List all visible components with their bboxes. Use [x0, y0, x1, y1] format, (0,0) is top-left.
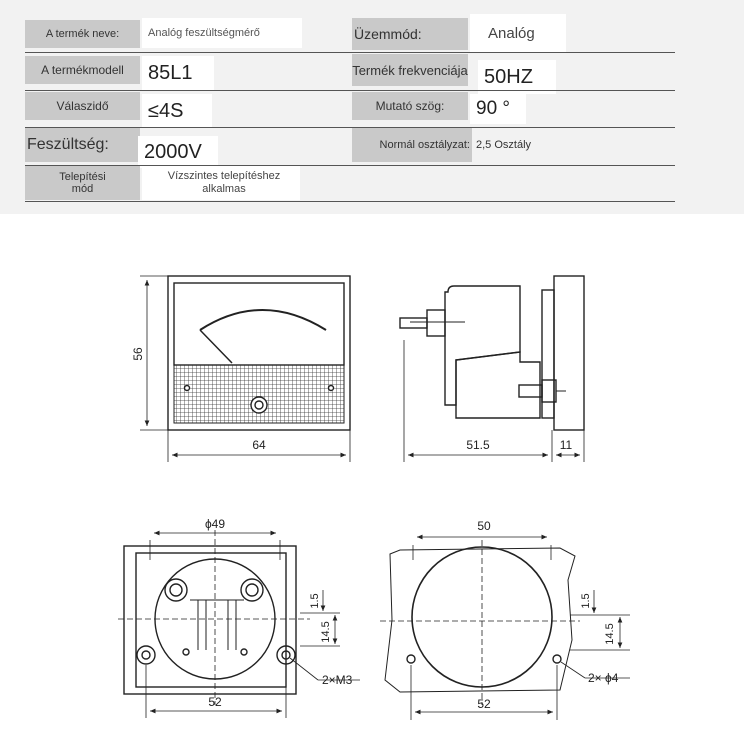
spec-value-voltage: 2000V: [138, 136, 218, 168]
dim-back-screw-spacing: 1.5: [309, 593, 321, 609]
dim-cutout-bottom-width: 52: [477, 697, 491, 711]
specification-table: [0, 0, 744, 214]
dim-back-screw-label: 2×M3: [322, 673, 353, 687]
cutout-view: [380, 537, 630, 720]
dim-cutout-holes-label: 2× ϕ4: [588, 671, 619, 685]
spec-value-pointer-angle: 90 °: [470, 94, 526, 124]
spec-label-frequency: Termék frekvenciája: [352, 54, 468, 86]
dimension-drawings: [0, 214, 744, 739]
spec-label-operating-mode: Üzemmód:: [352, 18, 468, 50]
spec-label-accuracy-class: Normál osztályzat:: [352, 128, 472, 162]
dim-cutout-half-height: 14.5: [604, 623, 616, 645]
table-row-divider: [25, 127, 675, 128]
spec-label-product-name: A termék neve:: [25, 20, 140, 48]
dim-back-circle: ϕ49: [204, 517, 226, 531]
spec-label-pointer-angle: Mutató szög:: [352, 92, 468, 120]
spec-value-accuracy-class: 2,5 Osztály: [476, 139, 532, 151]
dim-side-depth: 51.5: [466, 438, 490, 452]
dim-back-half-height: 14.5: [320, 621, 332, 643]
spec-label-installation: Telepítési mód: [25, 166, 140, 200]
dim-side-flange: 11: [559, 438, 573, 452]
dim-cutout-offset: 1.5: [580, 593, 592, 609]
spec-value-product-name: Analóg feszültségmérő: [142, 18, 302, 48]
dim-cutout-width: 50: [477, 519, 491, 533]
table-row-divider: [25, 201, 675, 202]
spec-label-voltage: Feszültség:: [25, 128, 140, 162]
table-row-divider: [25, 52, 675, 53]
side-view: [400, 276, 584, 462]
front-view: [140, 276, 350, 462]
dim-front-height: 56: [131, 347, 145, 361]
spec-value-frequency: 50HZ: [478, 60, 556, 94]
spec-label-model: A termékmodell: [25, 56, 140, 84]
table-row-divider: [25, 90, 675, 91]
spec-value-model: 85L1: [142, 56, 214, 90]
spec-value-response-time: ≤4S: [142, 94, 212, 128]
table-row-divider: [25, 165, 675, 166]
dim-front-width: 64: [252, 438, 266, 452]
spec-value-operating-mode: Analóg: [470, 14, 566, 52]
spec-value-installation: Vízszintes telepítéshez alkalmas: [142, 166, 300, 200]
dim-back-width: 52: [208, 695, 222, 709]
spec-label-response-time: Válaszidő: [25, 92, 140, 120]
